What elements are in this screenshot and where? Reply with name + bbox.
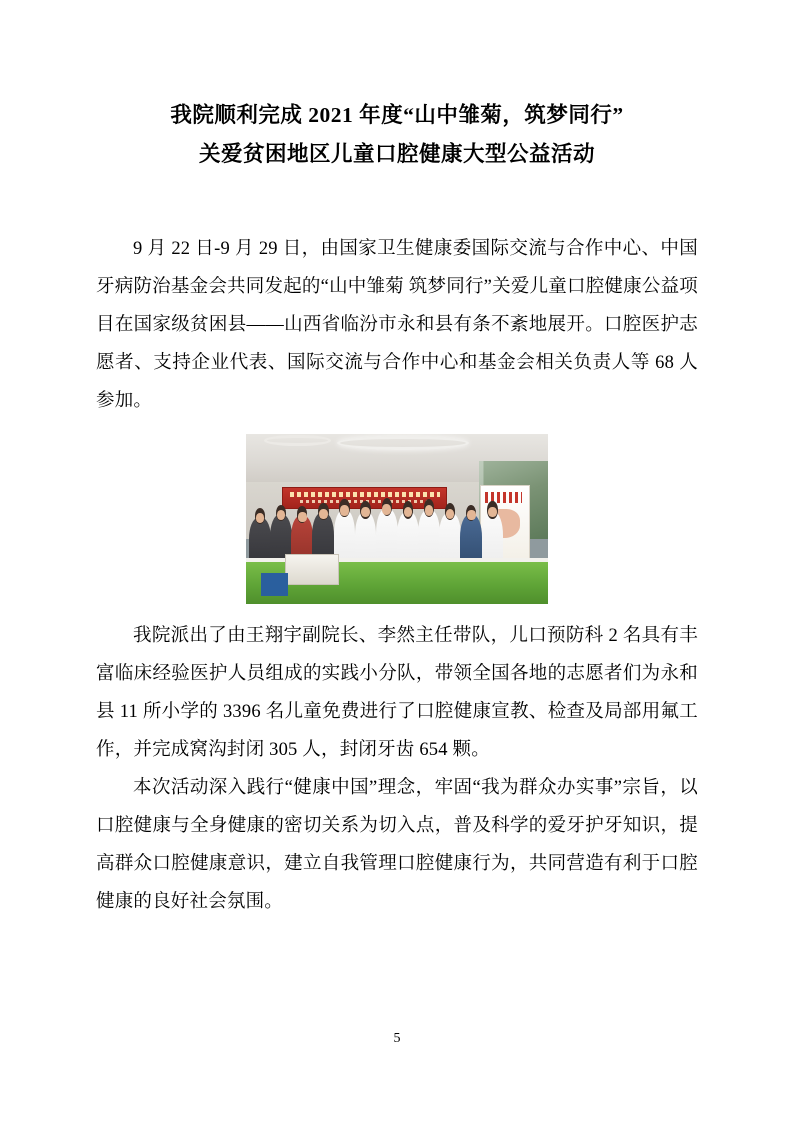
- photo-blue-bin: [261, 573, 288, 595]
- photo-ceiling-light-ring-2: [264, 435, 330, 447]
- page-title-line-1: 我院顺利完成 2021 年度“山中雏菊，筑梦同行”: [170, 103, 624, 127]
- page-title-line-2: 关爱贫困地区儿童口腔健康大型公益活动: [198, 142, 595, 166]
- figure-block: [96, 434, 698, 609]
- paragraph-1: 9 月 22 日-9 月 29 日，由国家卫生健康委国际交流与合作中心、中国牙病防治基金会共同发起的“山中雏菊 筑梦同行”关爱儿童口腔健康公益项目在国家级贫困县——山西省临汾市永和县有条不紊地展开。口腔医护志愿者、支持企业代表、国际交流与合作中心和基金会相关负责人等 68 人参加。: [96, 239, 698, 411]
- photo-ceiling-light-ring: [337, 436, 470, 450]
- group-photo-image: [246, 434, 548, 604]
- page-number: 5: [393, 1031, 401, 1046]
- page-title: [96, 96, 698, 174]
- paragraph-3: 本次活动深入践行“健康中国”理念，牢固“我为群众办实事”宗旨，以口腔健康与全身健康的密切关系为切入点，普及科学的爱牙护牙知识，提高群众口腔健康意识，建立自我管理口腔健康行为，共同营造有利于口腔健康的良好社会氛围。: [96, 778, 698, 912]
- photo-supply-box: [285, 554, 338, 585]
- paragraph-2: 我院派出了由王翔宇副院长、李然主任带队，儿口预防科 2 名具有丰富临床经验医护人员组成的实践小分队，带领全国各地的志愿者们为永和县 11 所小学的 3396 名儿童免费进行了口腔健康宣教、检查及局部用氟工作，并完成窝沟封闭 305 人，封闭牙齿 654 颗。: [96, 626, 698, 760]
- document-body: [96, 230, 698, 921]
